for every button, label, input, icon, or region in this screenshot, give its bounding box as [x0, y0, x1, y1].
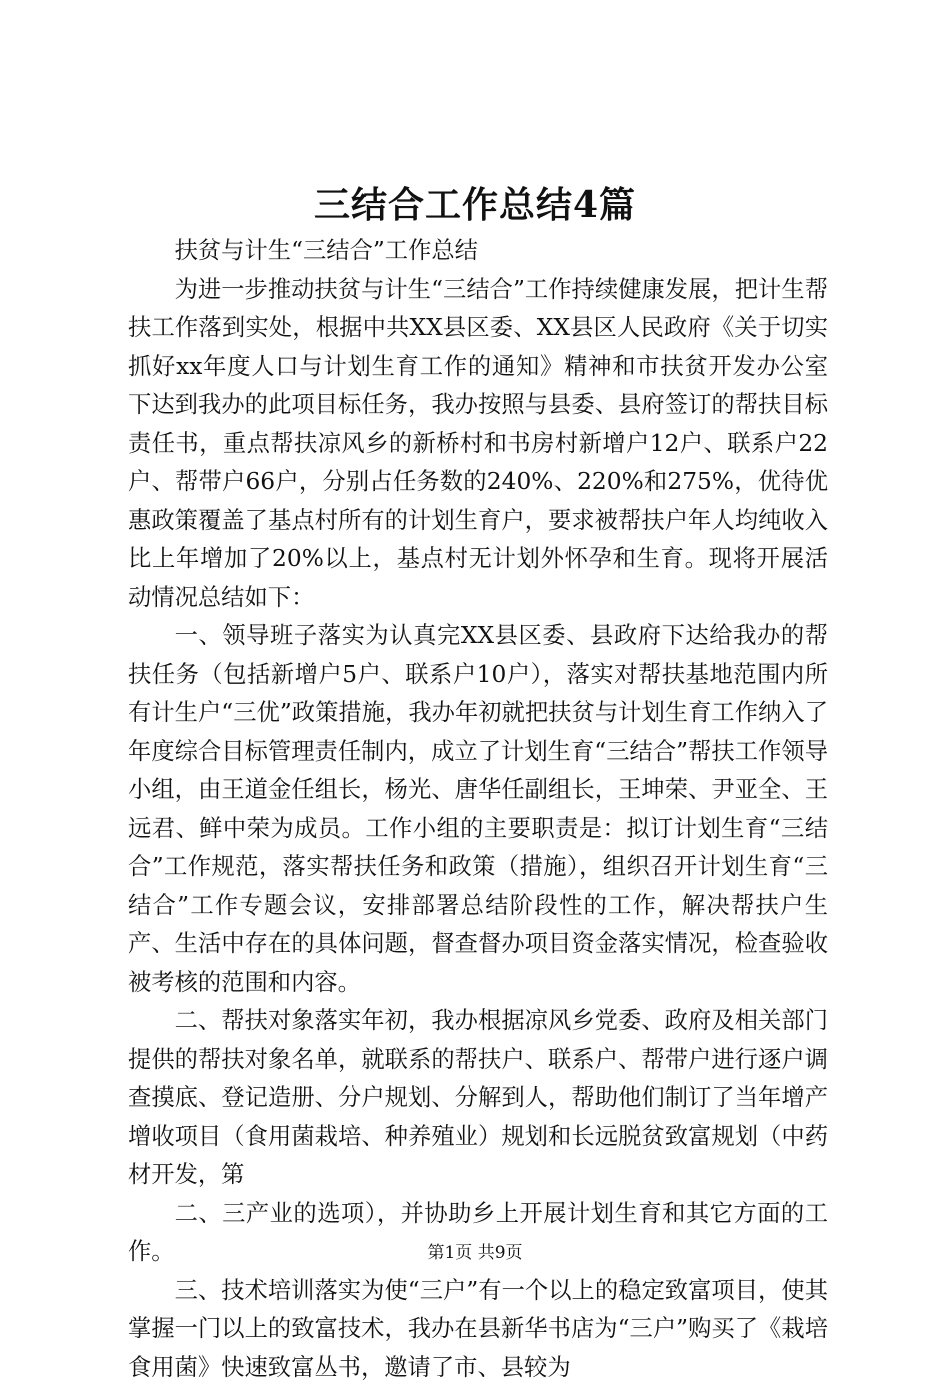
paragraph-intro: 为进一步推动扶贫与计生“三结合”工作持续健康发展，把计生帮扶工作落到实处，根据中共XX县区委、XX县区人民政府《关于切实抓好xx年度人口与计划生育工作的通知》精神和市扶贫开发办公室下达到我办的此项目标任务，我办按照与县委、县府签订的帮扶目标责任书，重点帮扶凉风乡的新桥村和书房村新增户12户、联系户22户、帮带户66户，分别占任务数的240%、220%和275%，优待优惠政策覆盖了基点村所有的计划生育户，要求被帮扶户年人均纯收入比上年增加了20%以上，基点村无计划外怀孕和生育。现将开展活动情况总结如下：	[128, 271, 828, 618]
paragraph-section-2-continued: 二、三产业的选项），并协助乡上开展计划生育和其它方面的工作。	[128, 1195, 828, 1272]
paragraph-section-3: 三、技术培训落实为使“三户”有一个以上的稳定致富项目，使其掌握一门以上的致富技术，我办在县新华书店为“三户”购买了《栽培食用菌》快速致富丛书，邀请了市、县较为	[128, 1272, 828, 1387]
document-title: 三结合工作总结4篇	[0, 180, 950, 230]
paragraph-section-2: 二、帮扶对象落实年初，我办根据凉风乡党委、政府及相关部门提供的帮扶对象名单，就联系的帮扶户、联系户、帮带户进行逐户调查摸底、登记造册、分户规划、分解到人，帮助他们制订了当年增产增收项目（食用菌栽培、种养殖业）规划和长远脱贫致富规划（中药材开发，第	[128, 1002, 828, 1195]
document-body	[128, 232, 828, 1387]
page-number-footer: 第1页 共9页	[0, 1241, 950, 1265]
paragraph-subtitle: 扶贫与计生“三结合”工作总结	[128, 232, 828, 271]
paragraph-section-1: 一、领导班子落实为认真完XX县区委、县政府下达给我办的帮扶任务（包括新增户5户、联系户10户），落实对帮扶基地范围内所有计生户“三优”政策措施，我办年初就把扶贫与计划生育工作纳入了年度综合目标管理责任制内，成立了计划生育“三结合”帮扶工作领导小组，由王道金任组长，杨光、唐华任副组长，王坤荣、尹亚全、王远君、鲜中荣为成员。工作小组的主要职责是：拟订计划生育“三结合”工作规范，落实帮扶任务和政策（措施），组织召开计划生育“三结合”工作专题会议，安排部署总结阶段性的工作，解决帮扶户生产、生活中存在的具体问题，督查督办项目资金落实情况，检查验收被考核的范围和内容。	[128, 617, 828, 1002]
